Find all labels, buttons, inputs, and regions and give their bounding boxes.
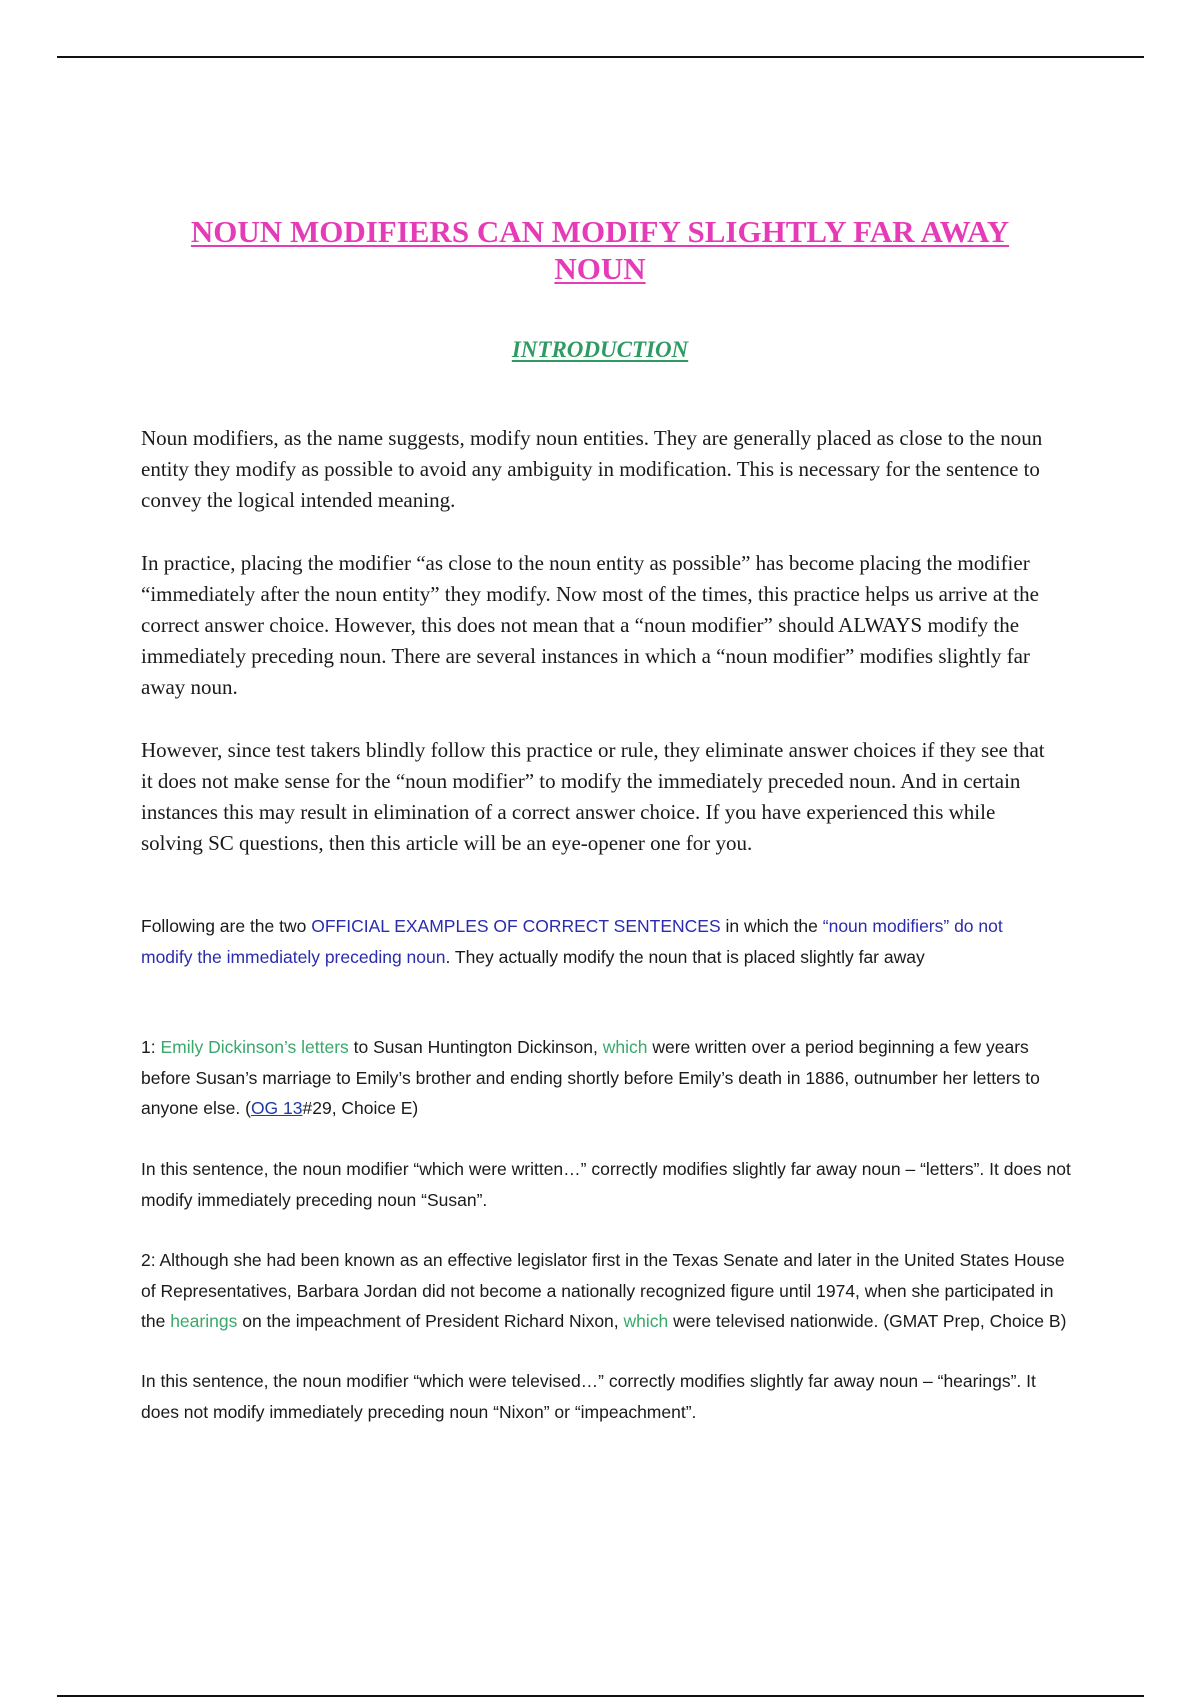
footer-rule	[57, 1695, 1144, 1697]
example-number: 1:	[141, 1037, 161, 1057]
following-text: in which the	[720, 916, 823, 936]
intro-paragraph-1: Noun modifiers, as the name suggests, modify noun entities. They are generally placed as close to the noun entity they modify as possible to avoid any ambiguity in modification. This is necessary for the sentence to convey the logical intended meaning.	[141, 426, 1043, 512]
example-text: were televised nationwide. (GMAT Prep, Choice B)	[668, 1311, 1067, 1331]
example-text: on the impeachment of President Richard Nixon,	[237, 1311, 624, 1331]
official-examples-highlight: OFFICIAL EXAMPLES OF CORRECT SENTENCES	[311, 916, 721, 936]
example-text: to Susan Huntington Dickinson,	[348, 1037, 603, 1057]
section-heading-introduction	[0, 336, 1200, 364]
example-text: were written over a period beginning a few years before Susan’s marriage to Emily’s brother and ending shortly before Emily’s death in 1886, outnumber her letters to anyone else. (	[141, 1037, 1040, 1118]
example-2-hearings-highlight: hearings	[170, 1311, 238, 1331]
explanation-1: In this sentence, the noun modifier “which were written…” correctly modifies slightly far away noun – “letters”. It does not modify immediately preceding noun “Susan”.	[141, 1159, 1071, 1210]
header-rule	[57, 56, 1144, 58]
following-text: Following are the two	[141, 916, 312, 936]
example-text: 2: Although she had been known as an effective legislator first in the Texas Senate and later in the United States House of Representatives, Barbara Jordan did not become a nationally recognized figure until 1974, when she participated in the	[141, 1250, 1065, 1331]
following-text: . They actually modify the noun that is placed slightly far away	[445, 946, 925, 967]
intro-paragraph-3: However, since test takers blindly follow this practice or rule, they eliminate answer choices if they see that it does not make sense for the “noun modifier” to modify the immediately preceded noun. And in certain instances this may result in elimination of a correct answer choice. If you have experienced this while solving SC questions, then this article will be an eye-opener one for you.	[141, 738, 1045, 855]
noun-modifiers-highlight: “noun modifiers” do not modify the immediately preceding noun	[141, 916, 1003, 967]
page-title-text: NOUN MODIFIERS CAN MODIFY SLIGHTLY FAR AWAY NOUN	[190, 214, 1010, 286]
example-source: #29, Choice E)	[302, 1098, 419, 1118]
example-1-subject-highlight: Emily Dickinson’s letters	[160, 1037, 349, 1057]
page-title	[160, 213, 1040, 287]
example-1-which-highlight: which	[602, 1037, 648, 1057]
section-heading-text: INTRODUCTION	[511, 337, 689, 362]
following-paragraph	[141, 911, 1041, 972]
explanation-2: In this sentence, the noun modifier “which were televised…” correctly modifies slightly far away noun – “hearings”. It does not modify immediately preceding noun “Nixon” or “impeachment”.	[141, 1371, 1036, 1422]
og13-link[interactable]: OG 13	[250, 1098, 303, 1118]
example-2-which-highlight: which	[623, 1311, 669, 1331]
example-1	[141, 1032, 1071, 1124]
example-2	[141, 1245, 1071, 1337]
intro-paragraph-2: In practice, placing the modifier “as close to the noun entity as possible” has become placing the modifier “immediately after the noun entity” they modify. Now most of the times, this practice helps us arrive at the correct answer choice. However, this does not mean that a “noun modifier” should ALWAYS modify the immediately preceding noun. There are several instances in which a “noun modifier” modifies slightly far away noun.	[141, 551, 1039, 699]
